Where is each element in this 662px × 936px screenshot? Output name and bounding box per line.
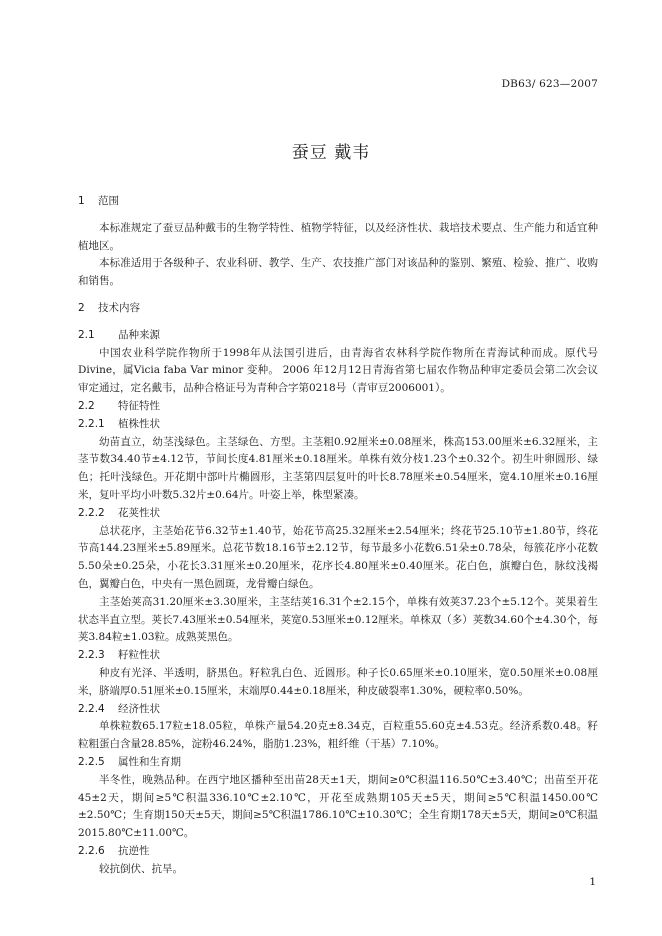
section-heading-2 <box>78 300 598 318</box>
section-title: 抗逆性 <box>118 844 150 857</box>
paragraph-scope-2: 本标准适用于各级种子、农业科研、教学、生产、农技推广部门对该品种的鉴别、繁殖、检验、推广、收购和销售。 <box>78 257 598 288</box>
section-heading-1 <box>78 193 598 211</box>
section-heading-2-2-2 <box>78 505 598 523</box>
section-number: 2.2.3 <box>78 649 105 662</box>
section-title: 技术内容 <box>98 301 140 314</box>
section-heading-2-2-5 <box>78 754 598 772</box>
section-number: 2.2.1 <box>78 417 105 430</box>
section-title: 花荚性状 <box>118 506 160 519</box>
standard-number: DB63/ 623—2007 <box>501 78 598 90</box>
section-title: 特征特性 <box>118 399 160 412</box>
section-number: 2.1 <box>78 328 95 341</box>
paragraph-plant-traits: 幼苗直立，幼茎浅绿色。主茎绿色、方型。主茎粗0.92厘米±0.08厘米，株高153.00厘米±6.32厘米，主茎节数34.40节±4.12节，节间长度4.81厘米±0.18厘米。单株有效分枝1.23个±0.32个。初生叶卵圆形、绿色；托叶浅绿色。开花期中部叶片椭圆形，主茎第四层复叶的叶长8.78厘米±0.54厘米，宽4.10厘米±0.16厘米，复叶平均小叶数5.32片±0.64片。叶姿上举，株型紧凑。 <box>78 435 598 501</box>
section-title: 经济性状 <box>118 702 160 715</box>
section-heading-2-2-6 <box>78 843 598 861</box>
section-title: 籽粒性状 <box>118 649 160 662</box>
section-number: 2.2.6 <box>78 844 105 857</box>
section-number: 2.2.4 <box>78 702 105 715</box>
section-heading-2-2-4 <box>78 701 598 719</box>
section-heading-2-2-1 <box>78 416 598 434</box>
paragraph-economic-traits: 单株粒数65.17粒±18.05粒，单株产量54.20克±8.34克，百粒重55.60克±4.53克。经济系数0.48。籽粒粗蛋白含量28.85%，淀粉46.24%，脂肪1.23%，粗纤维（干基）7.10%。 <box>78 720 598 751</box>
section-heading-2-1 <box>78 327 598 345</box>
section-title: 品种来源 <box>118 328 160 341</box>
paragraph-pod-traits: 主茎始荚高31.20厘米±3.30厘米，主茎结荚16.31个±2.15个，单株有效荚37.23个±5.12个。荚果着生状态半直立型。荚长7.43厘米±0.54厘米，荚宽0.53厘米±0.12厘米。单株双（多）荚数34.60个±4.30个，每荚3.84粒±1.03粒。成熟荚黑色。 <box>78 595 598 644</box>
paragraph-flower-traits: 总状花序，主茎始花节6.32节±1.40节，始花节高25.32厘米±2.54厘米；终花节25.10节±1.80节，终花节高144.23厘米±5.89厘米。总花节数18.16节±2.12节，每节最多小花数6.51朵±0.78朵，每簇花序小花数5.50朵±0.25朵，小花长3.31厘米±0.20厘米，花序长4.80厘米±0.40厘米。花白色，旗瓣白色，脉纹浅褐色，翼瓣白色，中央有一黑色圆斑，龙骨瓣白绿色。 <box>78 524 598 590</box>
section-number: 2.2.5 <box>78 755 105 768</box>
paragraph-seed-traits: 种皮有光泽、半透明，脐黑色。籽粒乳白色、近圆形。种子长0.65厘米±0.10厘米，宽0.50厘米±0.08厘米，脐端厚0.51厘米±0.15厘米，末端厚0.44±0.18厘米，种皮破裂率1.30%，硬粒率0.50%。 <box>78 666 598 697</box>
section-number: 2.2 <box>78 399 95 412</box>
paragraph-origin: 中国农业科学院作物所于1998年从法国引进后，由青海省农林科学院作物所在青海试种而成。原代号Divine，属Vicia faba Var minor 变种。 2006 年12月12日青海省第七届农作物品种审定委员会第二次会议审定通过，定名戴韦，品种合格证号为青种合字第0218号（青审豆2006001）。 <box>78 346 598 395</box>
paragraph-scope-1: 本标准规定了蚕豆品种戴韦的生物学特性、植物学特征，以及经济性状、栽培技术要点、生产能力和适宜种植地区。 <box>78 221 598 252</box>
section-heading-2-2 <box>78 398 598 416</box>
section-number: 2 <box>78 301 85 314</box>
document-body <box>78 193 598 878</box>
section-title: 属性和生育期 <box>118 755 181 768</box>
section-number: 2.2.2 <box>78 506 105 519</box>
section-title: 范围 <box>98 195 119 207</box>
paragraph-stress-resistance: 较抗倒伏、抗旱。 <box>99 862 183 875</box>
section-number: 1 <box>78 195 85 207</box>
section-heading-2-2-3 <box>78 647 598 665</box>
section-title: 植株性状 <box>118 417 160 430</box>
document-title: 蚕豆 戴韦 <box>291 143 371 163</box>
paragraph-growth-period: 半冬性，晚熟品种。在西宁地区播种至出苗28天±1天，期间≥0℃积温116.50℃±3.40℃；出苗至开花45±2天，期间≥5℃积温336.10℃±2.10℃，开花至成熟期105天±5天，期间≥5℃积温1450.00℃±2.50℃；生育期150天±5天，期间≥5℃积温1786.10℃±10.30℃；全生育期178天±5天，期间≥0℃积温2015.80℃±11.00℃。 <box>78 773 598 840</box>
page-number: 1 <box>589 876 596 888</box>
